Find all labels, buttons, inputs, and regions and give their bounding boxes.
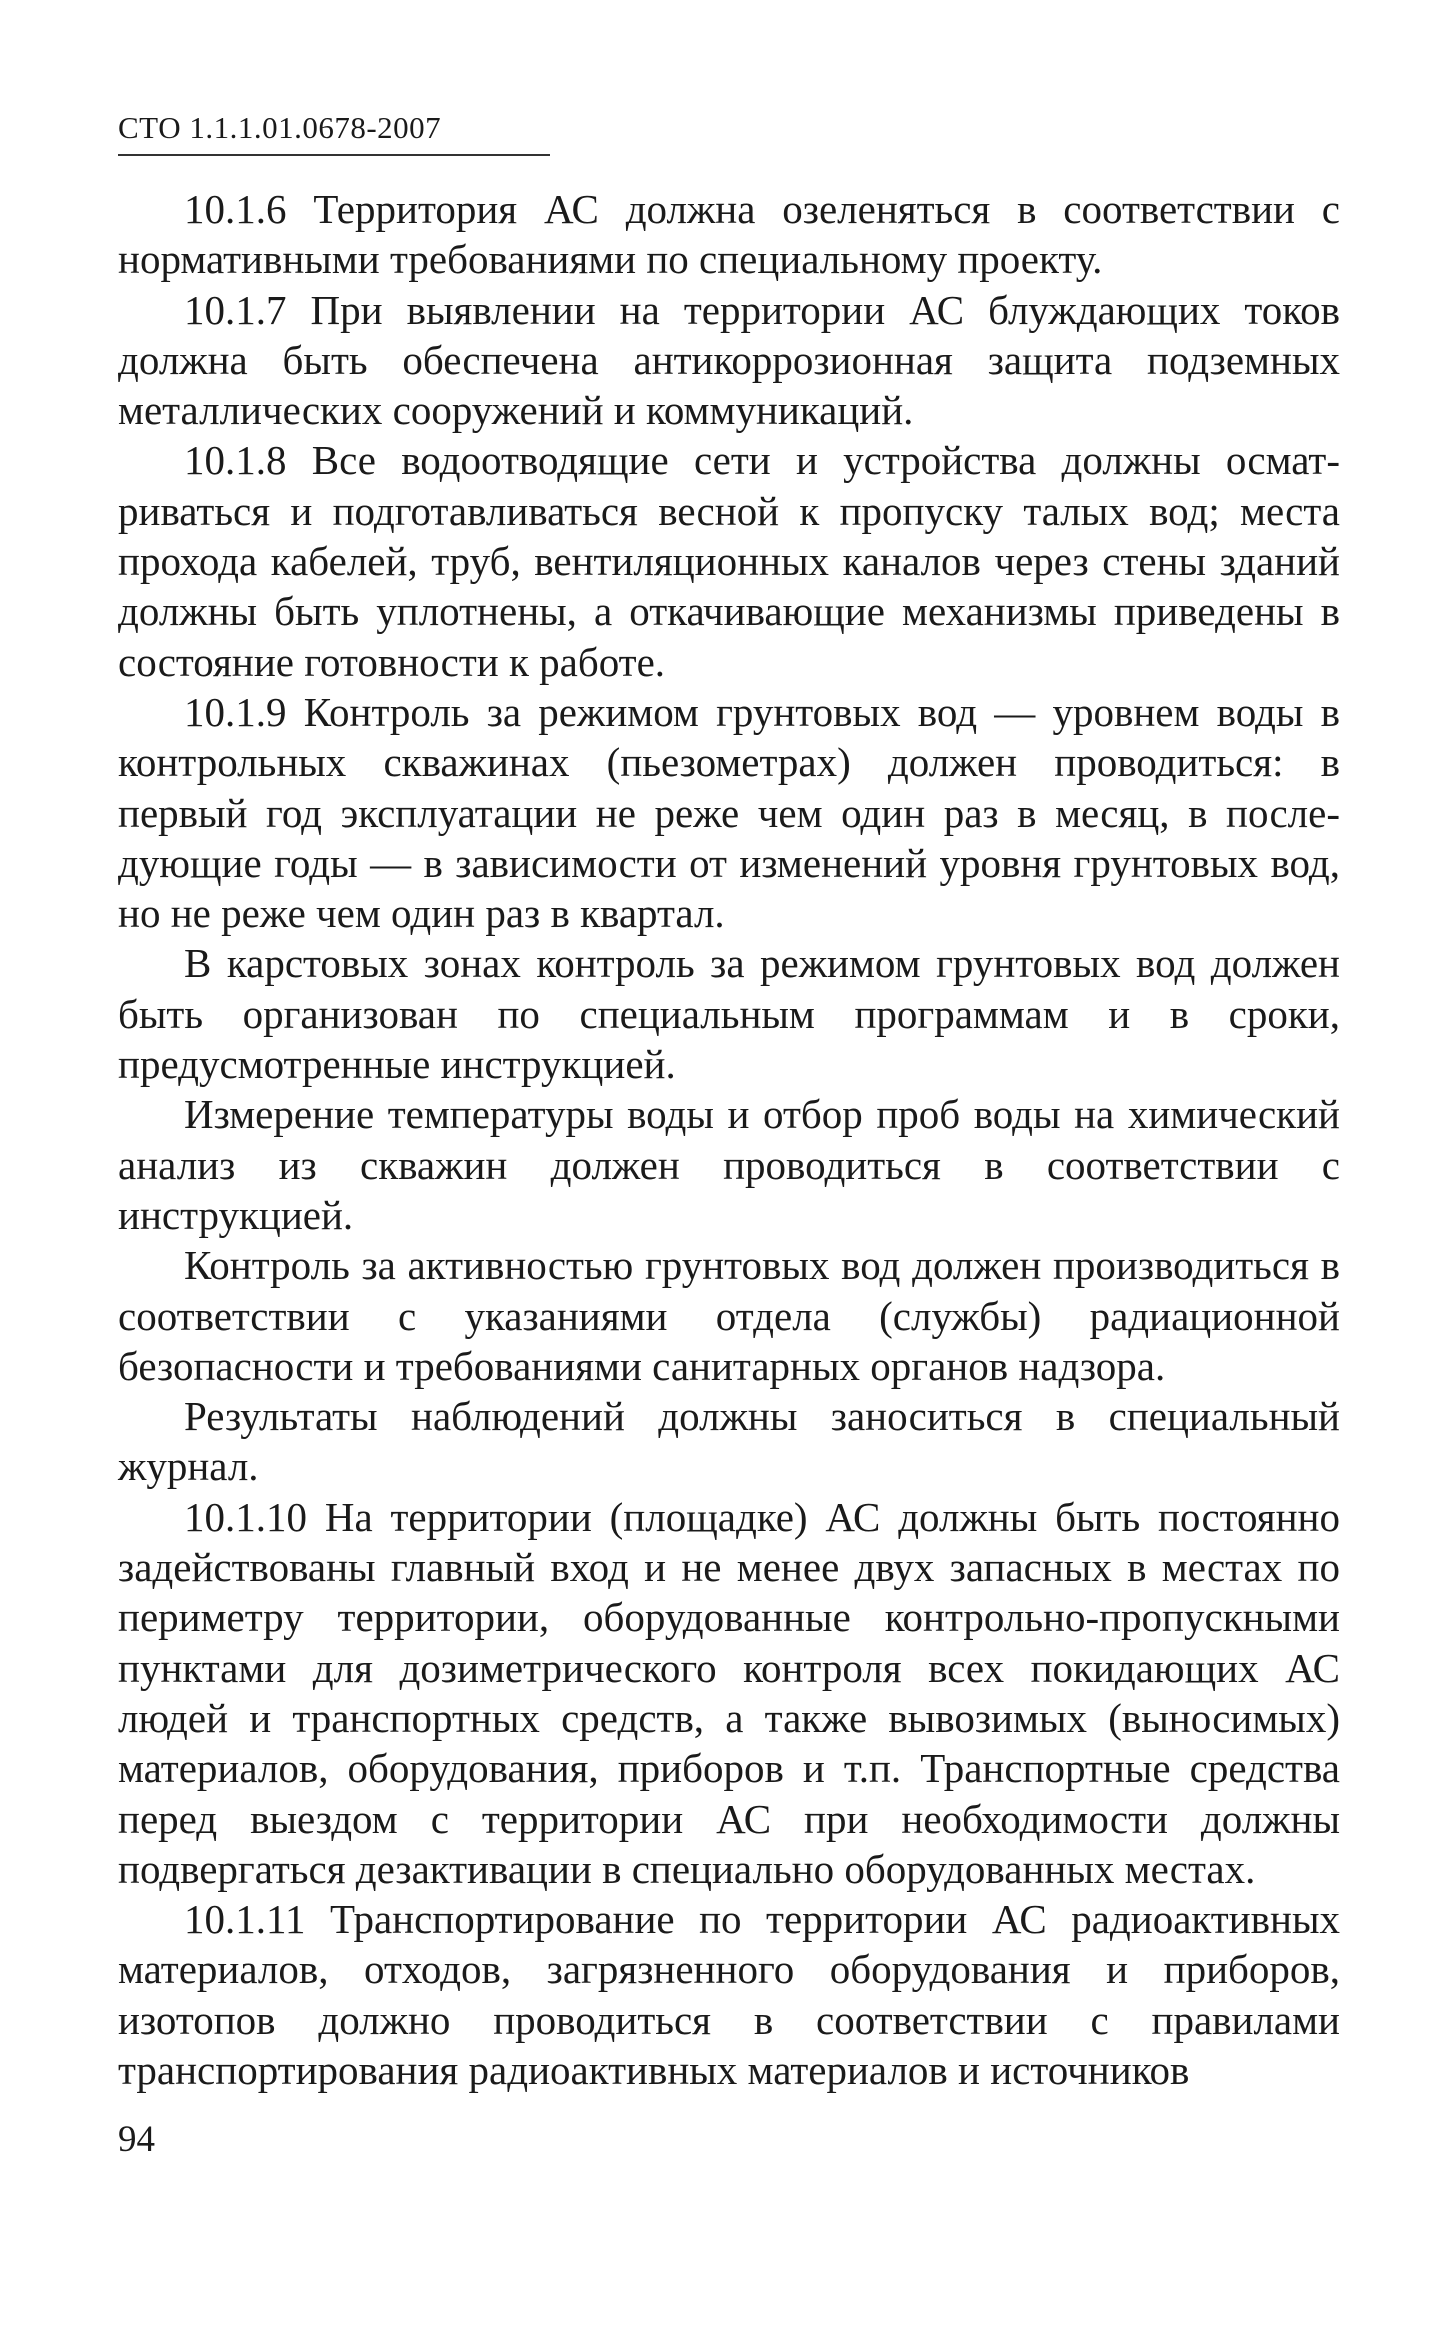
header-divider: [118, 154, 550, 156]
paragraph-10-1-8: 10.1.8 Все водоотводящие сети и устройства должны осматриваться и подготавливаться весной к пропуску талых вод; места прохода кабелей, труб, вентиляционных каналов через стены зданий должны быть уплотнены, а откачивающие механизмы приведены в состояние готовности к работе.: [118, 437, 1340, 685]
paragraph-10-1-7: 10.1.7 При выявлении на территории АС блуждающих токов должна быть обеспечена антикоррозионная защита подземных металлических сооружений и коммуникаций.: [118, 286, 1340, 434]
document-code-header: СТО 1.1.1.01.0678-2007: [118, 110, 442, 145]
document-page: [118, 108, 1340, 2258]
paragraph-karst-zones: В карстовых зонах контроль за режимом грунтовых вод должен быть организован по специальным программам и в сроки, предусмотренные инструкцией.: [118, 940, 1340, 1088]
paragraph-observation-results: Результаты наблюдений должны заноситься в специальный журнал.: [118, 1393, 1340, 1490]
body-text: [118, 184, 1340, 2095]
paragraph-10-1-6: 10.1.6 Территория АС должна озеленяться в соответствии с нормативными требованиями по специальному проекту.: [118, 186, 1340, 283]
paragraph-water-temperature: Измерение температуры воды и отбор проб воды на химический анализ из скважин должен проводиться в соответствии с инструкцией.: [118, 1091, 1340, 1238]
paragraph-10-1-9: 10.1.9 Контроль за режимом грунтовых вод — уровнем воды в контрольных скважинах (пьезометрах) должен проводиться: в первый год эксплуатации не реже чем один раз в месяц, в последующие годы — в зависимости от изменений уровня грунтовых вод, но не реже чем один раз в квартал.: [118, 688, 1340, 937]
paragraph-groundwater-activity: Контроль за активностью грунтовых вод должен производиться в соответствии с указаниями отдела (службы) радиационной безопасности и требованиями санитарных органов надзора.: [118, 1242, 1340, 1389]
page-number: 94: [118, 2119, 155, 2160]
paragraph-10-1-11: 10.1.11 Транспортирование по территории АС радиоактивных материалов, отходов, загрязненного оборудования и приборов, изотопов должно проводиться в соответствии с правилами транспортирования радиоактивных материалов и источников: [118, 1896, 1340, 2093]
paragraph-10-1-10: 10.1.10 На территории (площадке) АС должны быть постоянно задействованы главный вход и не менее двух запасных в местах по периметру территории, оборудованные контрольно-пропускными пунктами для дозиметрического контроля всех покидающих АС людей и транспортных средств, а также вывозимых (выносимых) материалов, оборудования, приборов и т.п. Транспортные средства перед выездом с территории АС при необходимости должны подвергаться дезактивации в специально оборудованных местах.: [118, 1493, 1340, 1892]
